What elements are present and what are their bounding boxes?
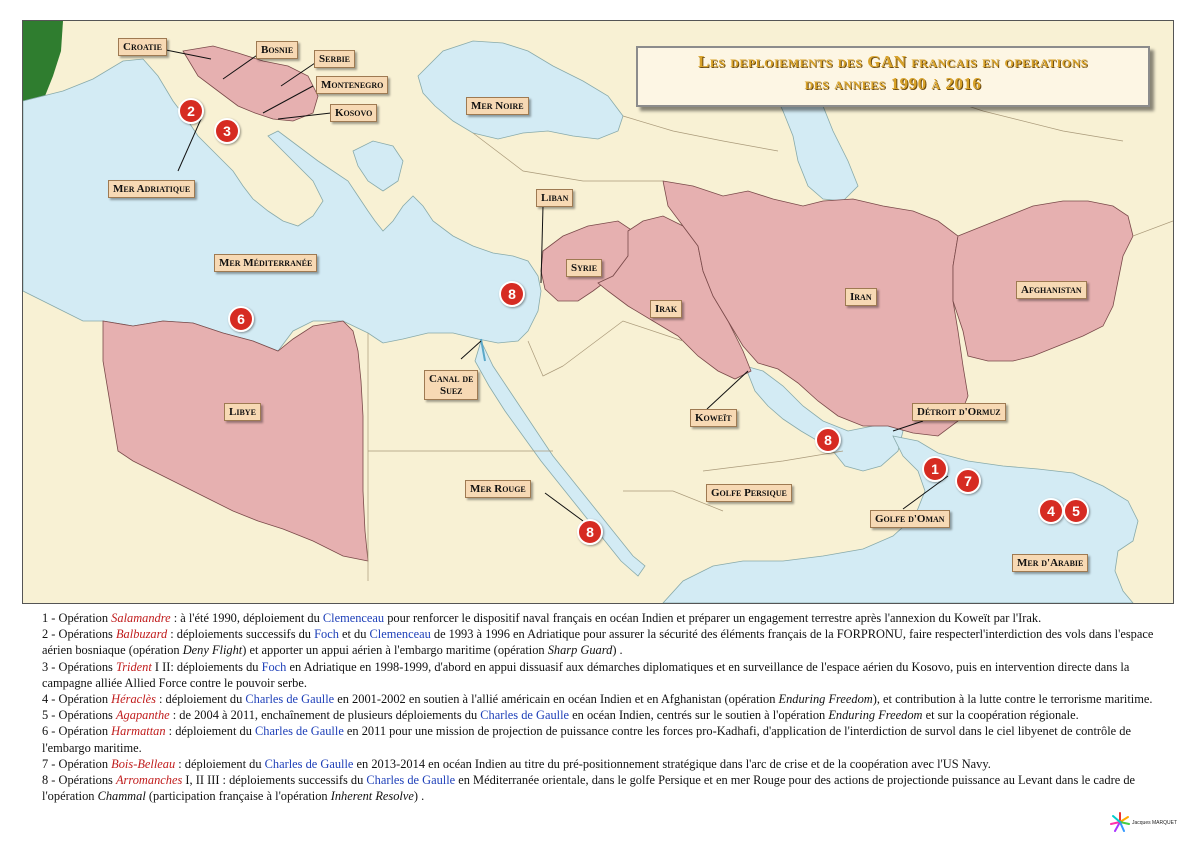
italic-text: Inherent Resolve bbox=[330, 789, 414, 804]
legend-item-7 bbox=[42, 756, 1182, 772]
legend-item-8 bbox=[42, 772, 1182, 804]
legend-item-4 bbox=[42, 691, 1182, 707]
legend-text: : de 2004 à 2011, enchaînement de plusieurs déploiements du bbox=[169, 708, 481, 723]
legend-text: 5 - Opérations bbox=[42, 708, 116, 723]
ship-name: Clemenceau bbox=[322, 611, 385, 625]
operation-name: Salamandre bbox=[111, 611, 171, 625]
label-golfe-oman: Golfe d'Oman bbox=[870, 510, 950, 528]
operation-marker-1[interactable]: 1 bbox=[922, 456, 948, 482]
operation-marker-8-red-sea[interactable]: 8 bbox=[577, 519, 603, 545]
operation-marker-4[interactable]: 4 bbox=[1038, 498, 1064, 524]
ship-name: Charles de Gaulle bbox=[245, 692, 335, 707]
legend-text: : déploiement du bbox=[175, 756, 265, 771]
legend-item-2 bbox=[42, 626, 1182, 658]
legend-text: ) . bbox=[413, 789, 425, 804]
italic-text: Chammal bbox=[97, 789, 146, 804]
label-serbie: Serbie bbox=[314, 50, 355, 68]
italic-text: Enduring Freedom bbox=[828, 708, 923, 723]
legend-text: pour renforcer le dispositif naval français en océan Indien et préparer un engagement terrestre après l'annexion du Koweït par l'Irak. bbox=[384, 611, 1042, 625]
italic-text: Sharp Guard bbox=[547, 643, 613, 658]
ship-name: Foch bbox=[314, 627, 339, 642]
legend-text: : à l'été 1990, déploiement du bbox=[170, 611, 323, 625]
legend-text: et du bbox=[338, 627, 370, 642]
legend-text: en 2011 pour une mission de projection de puissance contre les forces pro-Kadhafi, d'application de l'interdiction de survol dans le ciel libyenet de contrôle de l'embargo maritime. bbox=[42, 724, 1131, 755]
label-mer-rouge: Mer Rouge bbox=[465, 480, 531, 498]
legend-item-3 bbox=[42, 659, 1182, 691]
legend-text: en Méditerranée orientale, dans le golfe Persique et en mer Rouge pour des actions de projectionde puissance au Levant dans le cadre de l'opération bbox=[42, 773, 1136, 804]
operation-marker-8-gulf[interactable]: 8 bbox=[815, 427, 841, 453]
operations-legend bbox=[42, 610, 1182, 804]
italic-text: Deny Flight bbox=[182, 643, 243, 658]
legend-text: en Adriatique en 1998-1999, d'abord en appui dissuasif aux démarches diplomatiques et en surveillance de l'espace aérien du Kosovo, puis en intervention directe dans la campagne alliée Allied Force contre le pouvoir serbe. bbox=[42, 659, 1130, 690]
italic-text: Enduring Freedom bbox=[778, 692, 873, 707]
label-mer-adriatique: Mer Adriatique bbox=[108, 180, 195, 198]
legend-text: : déploiement du bbox=[155, 692, 246, 707]
legend-text: I, II III : déploiements successifs du bbox=[182, 773, 367, 788]
legend-text: en 2013-2014 en océan Indien au titre du pré-positionnement stratégique dans l'arc de crise et de la coopération avec l'US Navy. bbox=[353, 756, 991, 771]
legend-text: ), et contribution à la lutte contre le terrorisme maritime. bbox=[872, 692, 1153, 707]
legend-item-5 bbox=[42, 707, 1182, 723]
signature-text: Jacques MARQUET bbox=[1132, 820, 1178, 826]
label-golfe-persique: Golfe Persique bbox=[706, 484, 792, 502]
legend-text: I II: déploiements du bbox=[151, 659, 262, 674]
label-liban: Liban bbox=[536, 189, 573, 207]
operation-marker-6[interactable]: 6 bbox=[228, 306, 254, 332]
operation-marker-7[interactable]: 7 bbox=[955, 468, 981, 494]
legend-text: 7 - Opération bbox=[42, 756, 112, 771]
map-title-line1: Les deploiements des GAN francais en operations bbox=[698, 52, 1088, 71]
map-title-line2: des annees 1990 à 2016 bbox=[804, 74, 982, 93]
label-mer-arabie: Mer d'Arabie bbox=[1012, 554, 1088, 572]
legend-text: 2 - Opérations bbox=[42, 627, 116, 642]
operation-name: Harmattan bbox=[111, 724, 166, 739]
legend-text: en océan Indien, centrés sur le soutien à l'opération bbox=[569, 708, 829, 723]
legend-text: 3 - Opérations bbox=[42, 659, 116, 674]
label-canal-suez-line2: Suez bbox=[439, 385, 463, 397]
map-title bbox=[636, 46, 1150, 107]
label-mer-mediterranee: Mer Méditerranée bbox=[214, 254, 317, 272]
label-mer-noire: Mer Noire bbox=[466, 97, 529, 115]
operation-name: Balbuzard bbox=[115, 627, 168, 642]
legend-text: en 2001-2002 en soutien à l'allié américain en océan Indien et en Afghanistan (opération bbox=[334, 692, 779, 707]
signature-star-icon bbox=[1110, 812, 1130, 832]
legend-text: : déploiements successifs du bbox=[167, 627, 315, 642]
operation-name: Bois-Belleau bbox=[111, 756, 176, 771]
legend-item-6 bbox=[42, 723, 1182, 755]
ship-name: Clemenceau bbox=[369, 627, 431, 642]
label-canal-suez bbox=[424, 370, 478, 400]
label-montenegro: Montenegro bbox=[316, 76, 388, 94]
legend-text: de 1993 à 1996 en Adriatique pour assurer la sécurité des éléments français de la FORPRONU, faire respecterl'interdiction des vols dans l'espace aérien bosniaque (opération bbox=[42, 627, 1154, 658]
legend-text: ) et apporter un appui aérien à l'embargo maritime (opération bbox=[242, 643, 548, 658]
label-libye: Libye bbox=[224, 403, 261, 421]
operation-marker-3[interactable]: 3 bbox=[214, 118, 240, 144]
ship-name: Charles de Gaulle bbox=[255, 724, 344, 739]
legend-text: 1 - Opération bbox=[42, 611, 112, 625]
label-koweit: Koweït bbox=[690, 409, 737, 427]
label-syrie: Syrie bbox=[566, 259, 602, 277]
ship-name: Charles de Gaulle bbox=[366, 773, 456, 788]
author-signature bbox=[1110, 812, 1180, 838]
operation-name: Arromanches bbox=[115, 773, 183, 788]
operation-marker-8-levant[interactable]: 8 bbox=[499, 281, 525, 307]
label-iran: Iran bbox=[845, 288, 877, 306]
label-irak: Irak bbox=[650, 300, 682, 318]
operation-marker-2[interactable]: 2 bbox=[178, 98, 204, 124]
ship-name: Charles de Gaulle bbox=[480, 708, 570, 723]
label-detroit-ormuz: Détroit d'Ormuz bbox=[912, 403, 1006, 421]
label-croatie: Croatie bbox=[118, 38, 167, 56]
operation-name: Héraclès bbox=[111, 692, 156, 707]
label-canal-suez-line1: Canal de bbox=[429, 373, 474, 385]
legend-text: 4 - Opération bbox=[42, 692, 112, 707]
legend-text: (participation française à l'opération bbox=[145, 789, 331, 804]
legend-text: : déploiement du bbox=[165, 724, 256, 739]
legend-text: 8 - Opérations bbox=[42, 773, 116, 788]
legend-text: ) . bbox=[612, 643, 623, 658]
label-afghanistan: Afghanistan bbox=[1016, 281, 1087, 299]
legend-text: et sur la coopération régionale. bbox=[922, 708, 1079, 723]
ship-name: Charles de Gaulle bbox=[264, 756, 354, 771]
legend-text: 6 - Opération bbox=[42, 724, 112, 739]
operation-name: Trident bbox=[115, 659, 152, 674]
label-kosovo: Kosovo bbox=[330, 104, 377, 122]
label-bosnie: Bosnie bbox=[256, 41, 298, 59]
legend-item-1 bbox=[42, 610, 1182, 626]
operation-marker-5[interactable]: 5 bbox=[1063, 498, 1089, 524]
operation-name: Agapanthe bbox=[115, 708, 170, 723]
ship-name: Foch bbox=[261, 659, 287, 674]
